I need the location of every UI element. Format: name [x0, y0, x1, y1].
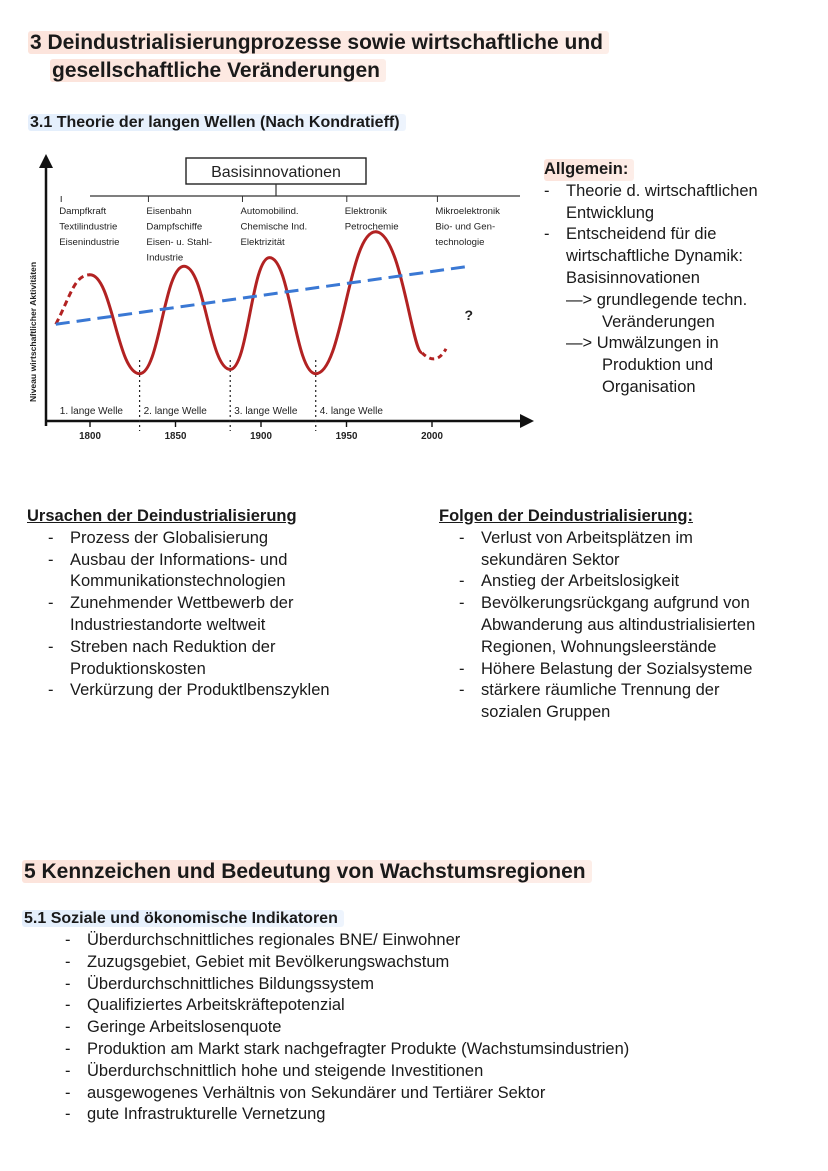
- allgemein-item-line: Entwicklung: [566, 203, 655, 222]
- wave-label: 1. lange Welle: [59, 406, 124, 417]
- ursachen-item-line: Ausbau der Informations- und: [70, 550, 288, 569]
- indikatoren-block: [65, 930, 805, 1126]
- ursachen-block: [27, 506, 407, 702]
- indikator-item: [65, 1061, 805, 1083]
- ursachen-item: [48, 593, 407, 637]
- folgen-item: [459, 659, 824, 681]
- innovation-label: technologie: [435, 237, 485, 248]
- folgen-item-line: Bevölkerungsrückgang aufgrund von: [481, 594, 750, 613]
- folgen-item-line: Verlust von Arbeitsplätzen im: [481, 528, 693, 547]
- wave-curve-forecast: [422, 349, 446, 359]
- indikator-item-text: Überdurchschnittliches Bildungssystem: [87, 974, 375, 993]
- section-3-title-line2: gesellschaftliche Veränderungen: [50, 59, 386, 82]
- x-tick-label: 1800: [79, 431, 101, 442]
- wave-curve-end: [376, 232, 422, 353]
- innovation-label: Eisen- u. Stahl-: [146, 237, 213, 248]
- folgen-item-line: Abwanderung aus altindustrialisierten: [481, 615, 756, 634]
- trend-line: [56, 266, 470, 324]
- allgemein-item-line: wirtschaftliche Dynamik:: [566, 247, 743, 266]
- innovation-label: Dampfschiffe: [146, 221, 203, 233]
- folgen-item-line: Höhere Belastung der Sozialsysteme: [481, 659, 753, 678]
- y-axis-label: Niveau wirtschaftlicher Aktivitäten: [28, 261, 38, 402]
- allgemein-item: [544, 224, 814, 289]
- ursachen-item-line: Kommunikationstechnologien: [70, 572, 286, 591]
- innovation-label: Mikroelektronik: [435, 206, 500, 217]
- indikator-item-text: gute Infrastrukturelle Vernetzung: [87, 1105, 326, 1124]
- wave-label: 4. lange Welle: [319, 406, 383, 417]
- x-tick-label: 1850: [164, 431, 187, 442]
- folgen-item-line: Anstieg der Arbeitslosigkeit: [481, 572, 680, 591]
- ursachen-item: [48, 680, 407, 702]
- allgemein-arrow-item: [544, 333, 814, 398]
- kondratieff-chart: [24, 150, 536, 450]
- section-3-title: [28, 29, 609, 85]
- wave-label: 3. lange Welle: [234, 406, 298, 417]
- innovation-label: Chemische Ind.: [240, 221, 308, 233]
- folgen-item: [459, 593, 824, 658]
- allgemein-block: [544, 159, 814, 399]
- ursachen-item: [48, 550, 407, 594]
- allgemein-arrow-item: [544, 290, 814, 334]
- ursachen-list: [48, 528, 407, 702]
- indikator-item-text: ausgewogenes Verhältnis von Sekundärer und Tertiärer Sektor: [87, 1083, 546, 1102]
- indikator-item: [65, 1104, 805, 1126]
- allgemein-item-line: Basisinnovationen: [566, 268, 700, 287]
- folgen-item-line: sozialen Gruppen: [481, 703, 611, 722]
- ursachen-item-line: Prozess der Globalisierung: [70, 528, 269, 547]
- ursachen-item-line: Zunehmender Wettbewerb der: [70, 594, 294, 613]
- innovation-label: Eisenindustrie: [59, 237, 120, 248]
- section-5-title-text: 5 Kennzeichen und Bedeutung von Wachstumsregionen: [22, 860, 592, 883]
- indikator-item: [65, 952, 805, 974]
- allgemein-item-line: Theorie d. wirtschaftlichen: [566, 181, 758, 200]
- indikatoren-list: [65, 930, 805, 1126]
- y-axis-arrow: [39, 154, 53, 168]
- indikator-item: [65, 1039, 805, 1061]
- indikator-item-text: Überdurchschnittlich hohe und steigende Investitionen: [87, 1061, 484, 1080]
- ursachen-title: Ursachen der Deindustrialisierung: [27, 507, 297, 525]
- folgen-item: [459, 680, 824, 724]
- innovation-label: Eisenbahn: [146, 206, 192, 217]
- innovation-label: Dampfkraft: [59, 206, 107, 217]
- allgemein-title: Allgemein:: [544, 159, 634, 181]
- folgen-item: [459, 528, 824, 572]
- indikator-item: [65, 974, 805, 996]
- allgemein-item-line: Entscheidend für die: [566, 225, 717, 244]
- x-tick-label: 1900: [250, 431, 272, 442]
- indikator-item: [65, 995, 805, 1017]
- folgen-title: Folgen der Deindustrialisierung:: [439, 507, 693, 525]
- folgen-block: [439, 506, 824, 724]
- section-3-title-line1: 3 Deindustrialisierungprozesse sowie wirtschaftliche und: [28, 31, 609, 54]
- ursachen-item-line: Verkürzung der Produktlbenszyklen: [70, 681, 330, 700]
- folgen-item: [459, 571, 824, 593]
- section-5-title: [22, 858, 592, 886]
- section-5-1-title-text: 5.1 Soziale und ökonomische Indikatoren: [22, 910, 344, 927]
- section-3-1-title-text: 3.1 Theorie der langen Wellen (Nach Kondratieff): [28, 114, 406, 131]
- indikator-item: [65, 1083, 805, 1105]
- chart-title: Basisinnovationen: [211, 164, 341, 181]
- ursachen-item: [48, 528, 407, 550]
- allgemein-arrows: [544, 290, 814, 399]
- innovation-label: Industrie: [146, 252, 184, 264]
- ursachen-item-line: Industriestandorte weltweit: [70, 615, 266, 634]
- question-mark: ?: [464, 306, 474, 323]
- section-5-1-title: [22, 908, 344, 930]
- x-tick-label: 1950: [335, 431, 358, 442]
- indikator-item-text: Überdurchschnittliches regionales BNE/ Einwohner: [87, 931, 461, 949]
- innovation-label: Automobilind.: [240, 206, 299, 217]
- x-tick-label: 2000: [421, 431, 443, 442]
- wave-label: 2. lange Welle: [143, 406, 207, 417]
- indikator-item: [65, 930, 805, 952]
- innovation-label: Elektrizität: [240, 237, 285, 248]
- allgemein-arrow-line: Produktion und: [602, 356, 713, 375]
- innovation-label: Textilindustrie: [59, 221, 118, 233]
- section-3-1-title: [28, 112, 406, 134]
- allgemein-arrow-line: Organisation: [602, 377, 696, 396]
- allgemein-item: [544, 181, 814, 225]
- folgen-list: [459, 528, 824, 724]
- allgemein-list: [544, 181, 814, 290]
- allgemein-arrow-line: Veränderungen: [602, 312, 715, 331]
- ursachen-item-line: Produktionskosten: [70, 659, 206, 678]
- allgemein-arrow-line: —> grundlegende techn.: [566, 290, 748, 309]
- innovation-label: Petrochemie: [344, 221, 399, 233]
- indikator-item-text: Produktion am Markt stark nachgefragter Produkte (Wachstumsindustrien): [87, 1039, 630, 1058]
- innovation-label: Elektronik: [344, 206, 387, 217]
- ursachen-item: [48, 637, 407, 681]
- x-axis-arrow: [520, 414, 534, 428]
- innovation-label: Bio- und Gen-: [435, 221, 496, 233]
- indikator-item: [65, 1017, 805, 1039]
- folgen-item-line: sekundären Sektor: [481, 550, 620, 569]
- allgemein-arrow-line: —> Umwälzungen in: [566, 334, 719, 353]
- wave-curve: [90, 232, 376, 374]
- indikator-item-text: Geringe Arbeitslosenquote: [87, 1018, 282, 1037]
- ursachen-item-line: Streben nach Reduktion der: [70, 637, 276, 656]
- folgen-item-line: stärkere räumliche Trennung der: [481, 681, 720, 700]
- indikator-item-text: Zuzugsgebiet, Gebiet mit Bevölkerungswachstum: [87, 952, 450, 971]
- folgen-item-line: Regionen, Wohnungsleerstände: [481, 637, 717, 656]
- wave-curve-start: [56, 275, 90, 324]
- indikator-item-text: Qualifiziertes Arbeitskräftepotenzial: [87, 996, 345, 1015]
